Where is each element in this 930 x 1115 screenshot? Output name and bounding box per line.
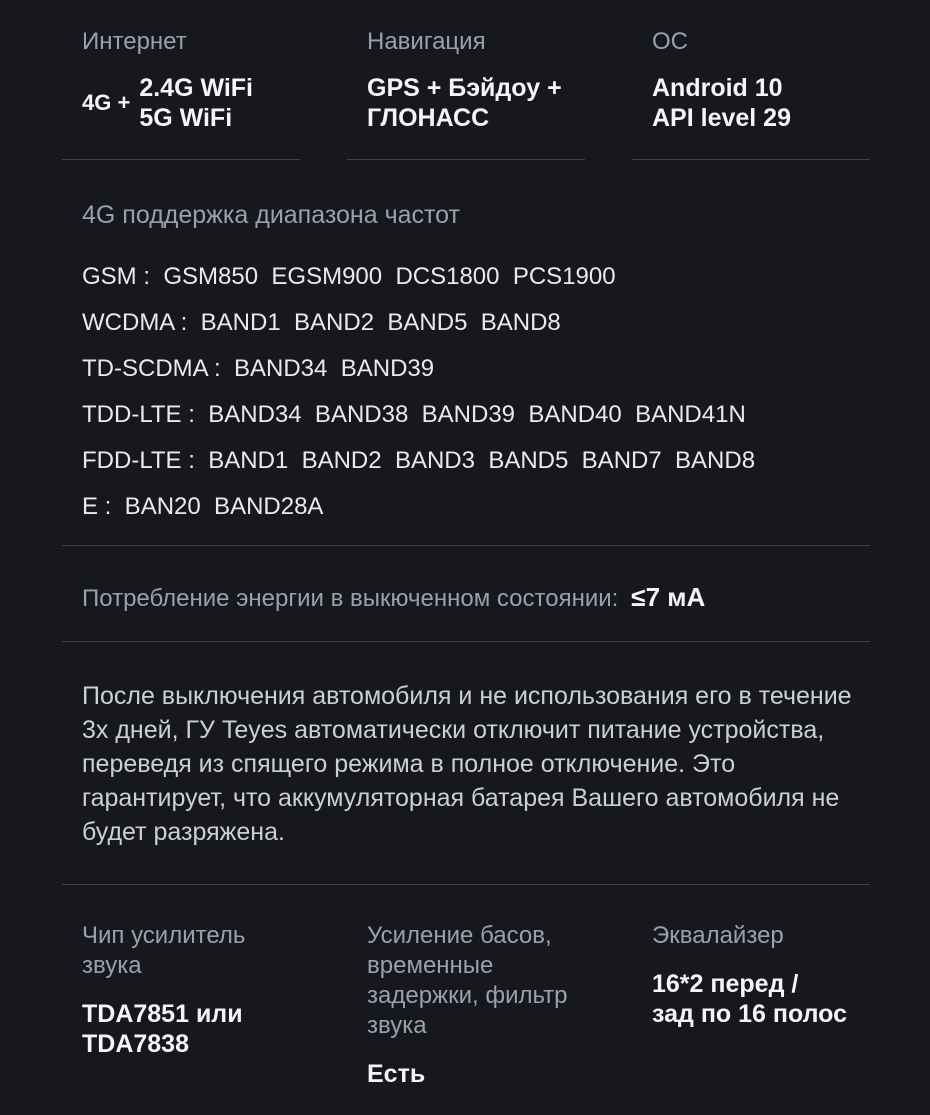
internet-value-prefix: 4G +	[82, 90, 131, 115]
spec-card-equalizer	[632, 919, 870, 1115]
band-line-gsm: GSM : GSM850 EGSM900 DCS1800 PCS1900	[82, 263, 616, 290]
spec-card-amp-chip	[62, 919, 300, 1115]
navigation-label: Навигация	[367, 28, 486, 55]
band-line-tddlte: TDD-LTE : BAND34 BAND38 BAND39 BAND40 BAND41N	[82, 401, 746, 428]
bands-section-title: 4G поддержка диапазона частот	[82, 201, 460, 229]
internet-value-stack: 2.4G WiFi 5G WiFi	[139, 74, 253, 132]
note-paragraph: После выключения автомобиля и не использования его в течение 3х дней, ГУ Teyes автоматически отключит питание устройства, переведя из спящего режима в полное отключение. Это гарантирует, что аккумуляторная батарея Вашего автомобиля не будет разряжена.	[82, 682, 852, 846]
divider	[62, 884, 870, 885]
spec-card-dsp	[347, 919, 585, 1115]
band-line-fddlte: FDD-LTE : BAND1 BAND2 BAND3 BAND5 BAND7 BAND8	[82, 447, 756, 474]
power-consumption-value: ≤7 мА	[631, 582, 706, 612]
amp-chip-value: TDA7851 или TDA7838	[82, 1000, 243, 1058]
spec-card-os	[632, 26, 870, 160]
band-line-tdscdma: TD-SCDMA : BAND34 BAND39	[82, 355, 435, 382]
equalizer-value: 16*2 перед / зад по 16 полос	[652, 970, 848, 1028]
top-spec-row	[62, 26, 870, 160]
internet-value	[82, 73, 300, 133]
bands-section	[62, 200, 870, 521]
power-consumption-label: Потребление энергии в выкюченном состоянии:	[82, 585, 619, 612]
spec-card-internet	[62, 26, 300, 160]
internet-label: Интернет	[82, 28, 187, 55]
power-consumption-row	[62, 582, 870, 614]
divider	[62, 545, 870, 546]
band-line-e: E : BAN20 BAND28A	[82, 493, 324, 520]
bottom-spec-row	[62, 919, 870, 1115]
os-value: Android 10 API level 29	[652, 74, 791, 132]
os-label: ОС	[652, 28, 688, 55]
equalizer-label: Эквалайзер	[652, 922, 784, 949]
divider	[62, 641, 870, 642]
spec-card-navigation	[347, 26, 585, 160]
amp-chip-label: Чип усилитель звука	[82, 922, 246, 979]
band-line-wcdma: WCDMA : BAND1 BAND2 BAND5 BAND8	[82, 309, 561, 336]
navigation-value: GPS + Бэйдоу + ГЛОНАСС	[367, 74, 562, 132]
dsp-label: Усиление басов, временные задержки, фильтр звука	[367, 922, 568, 1039]
dsp-value: Есть	[367, 1060, 426, 1088]
